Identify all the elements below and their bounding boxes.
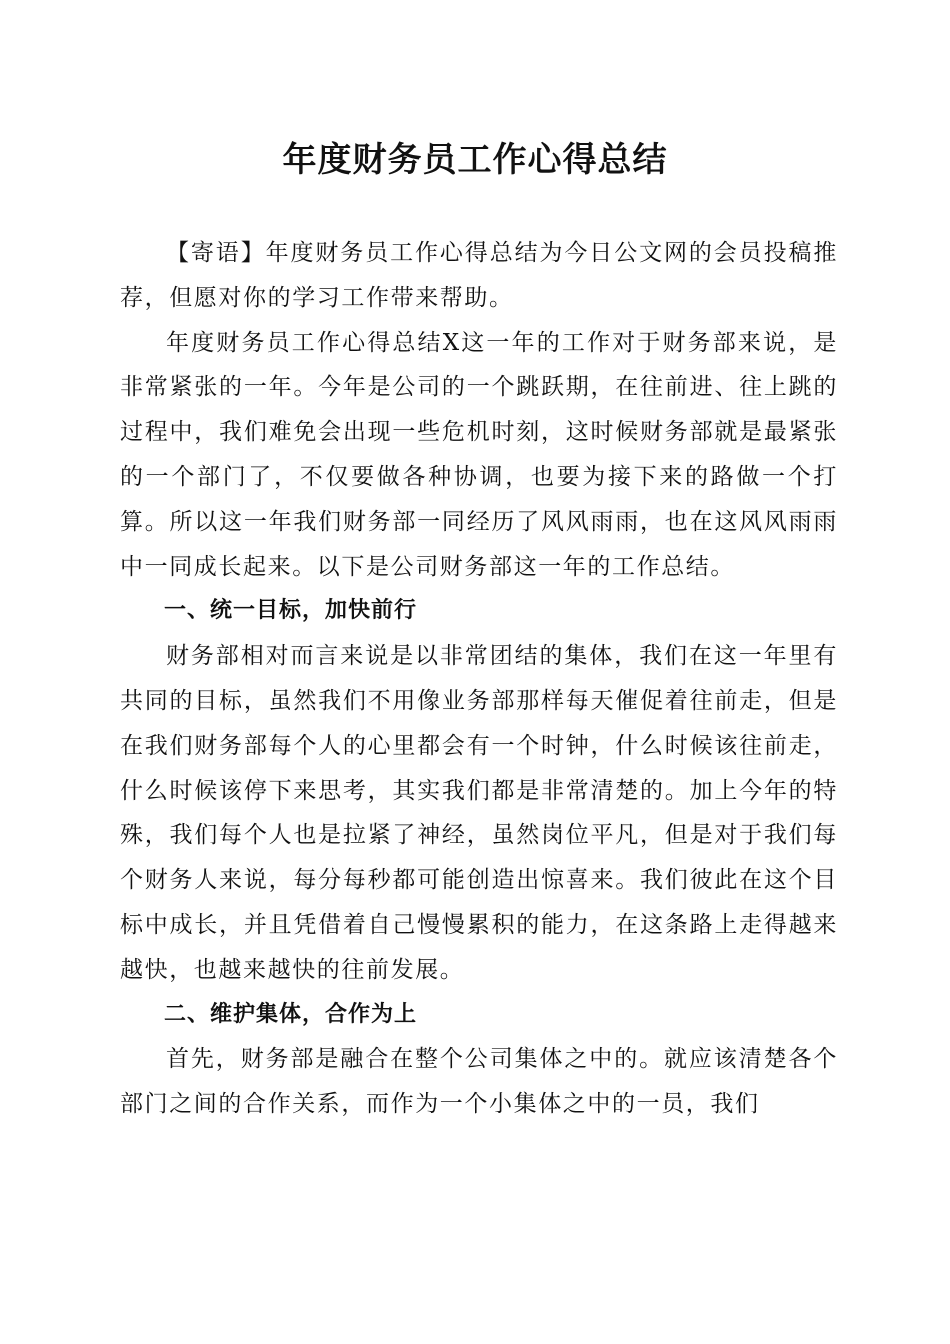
section-heading-2: 二、维护集体，合作为上 [164,1001,418,1027]
body-paragraph: 年度财务员工作心得总结X这一年的工作对于财务部来说，是非常紧张的一年。今年是公司的一个跳跃期，在往前进、往上跳的过程中，我们难免会出现一些危机时刻，这时候财务部就是最紧张的一个部门了，不仅要做各种协调，也要为接下来的路做一个打算。所以这一年我们财务部一同经历了风风雨雨，也在这风风雨雨中一同成长起来。以下是公司财务部这一年的工作总结。 [120,329,838,580]
body-paragraph: 财务部相对而言来说是以非常团结的集体，我们在这一年里有共同的目标，虽然我们不用像业务部那样每天催促着往前走，但是在我们财务部每个人的心里都会有一个时钟，什么时候该往前走，什么时候该停下来思考，其实我们都是非常清楚的。加上今年的特殊，我们每个人也是拉紧了神经，虽然岗位平凡，但是对于我们每个财务人来说，每分每秒都可能创造出惊喜来。我们彼此在这个目标中成长，并且凭借着自己慢慢累积的能力，在这条路上走得越来越快，也越来越快的往前发展。 [120,643,838,983]
intro-paragraph: 【寄语】年度财务员工作心得总结为今日公文网的会员投稿推荐，但愿对你的学习工作带来帮助。 [120,240,838,311]
document-title: 年度财务员工作心得总结 [282,140,668,180]
document-body [120,231,838,1127]
section-heading-1: 一、统一目标，加快前行 [164,598,418,624]
body-paragraph: 首先，财务部是融合在整个公司集体之中的。就应该清楚各个部门之间的合作关系，而作为一个小集体之中的一员，我们 [120,1046,838,1118]
